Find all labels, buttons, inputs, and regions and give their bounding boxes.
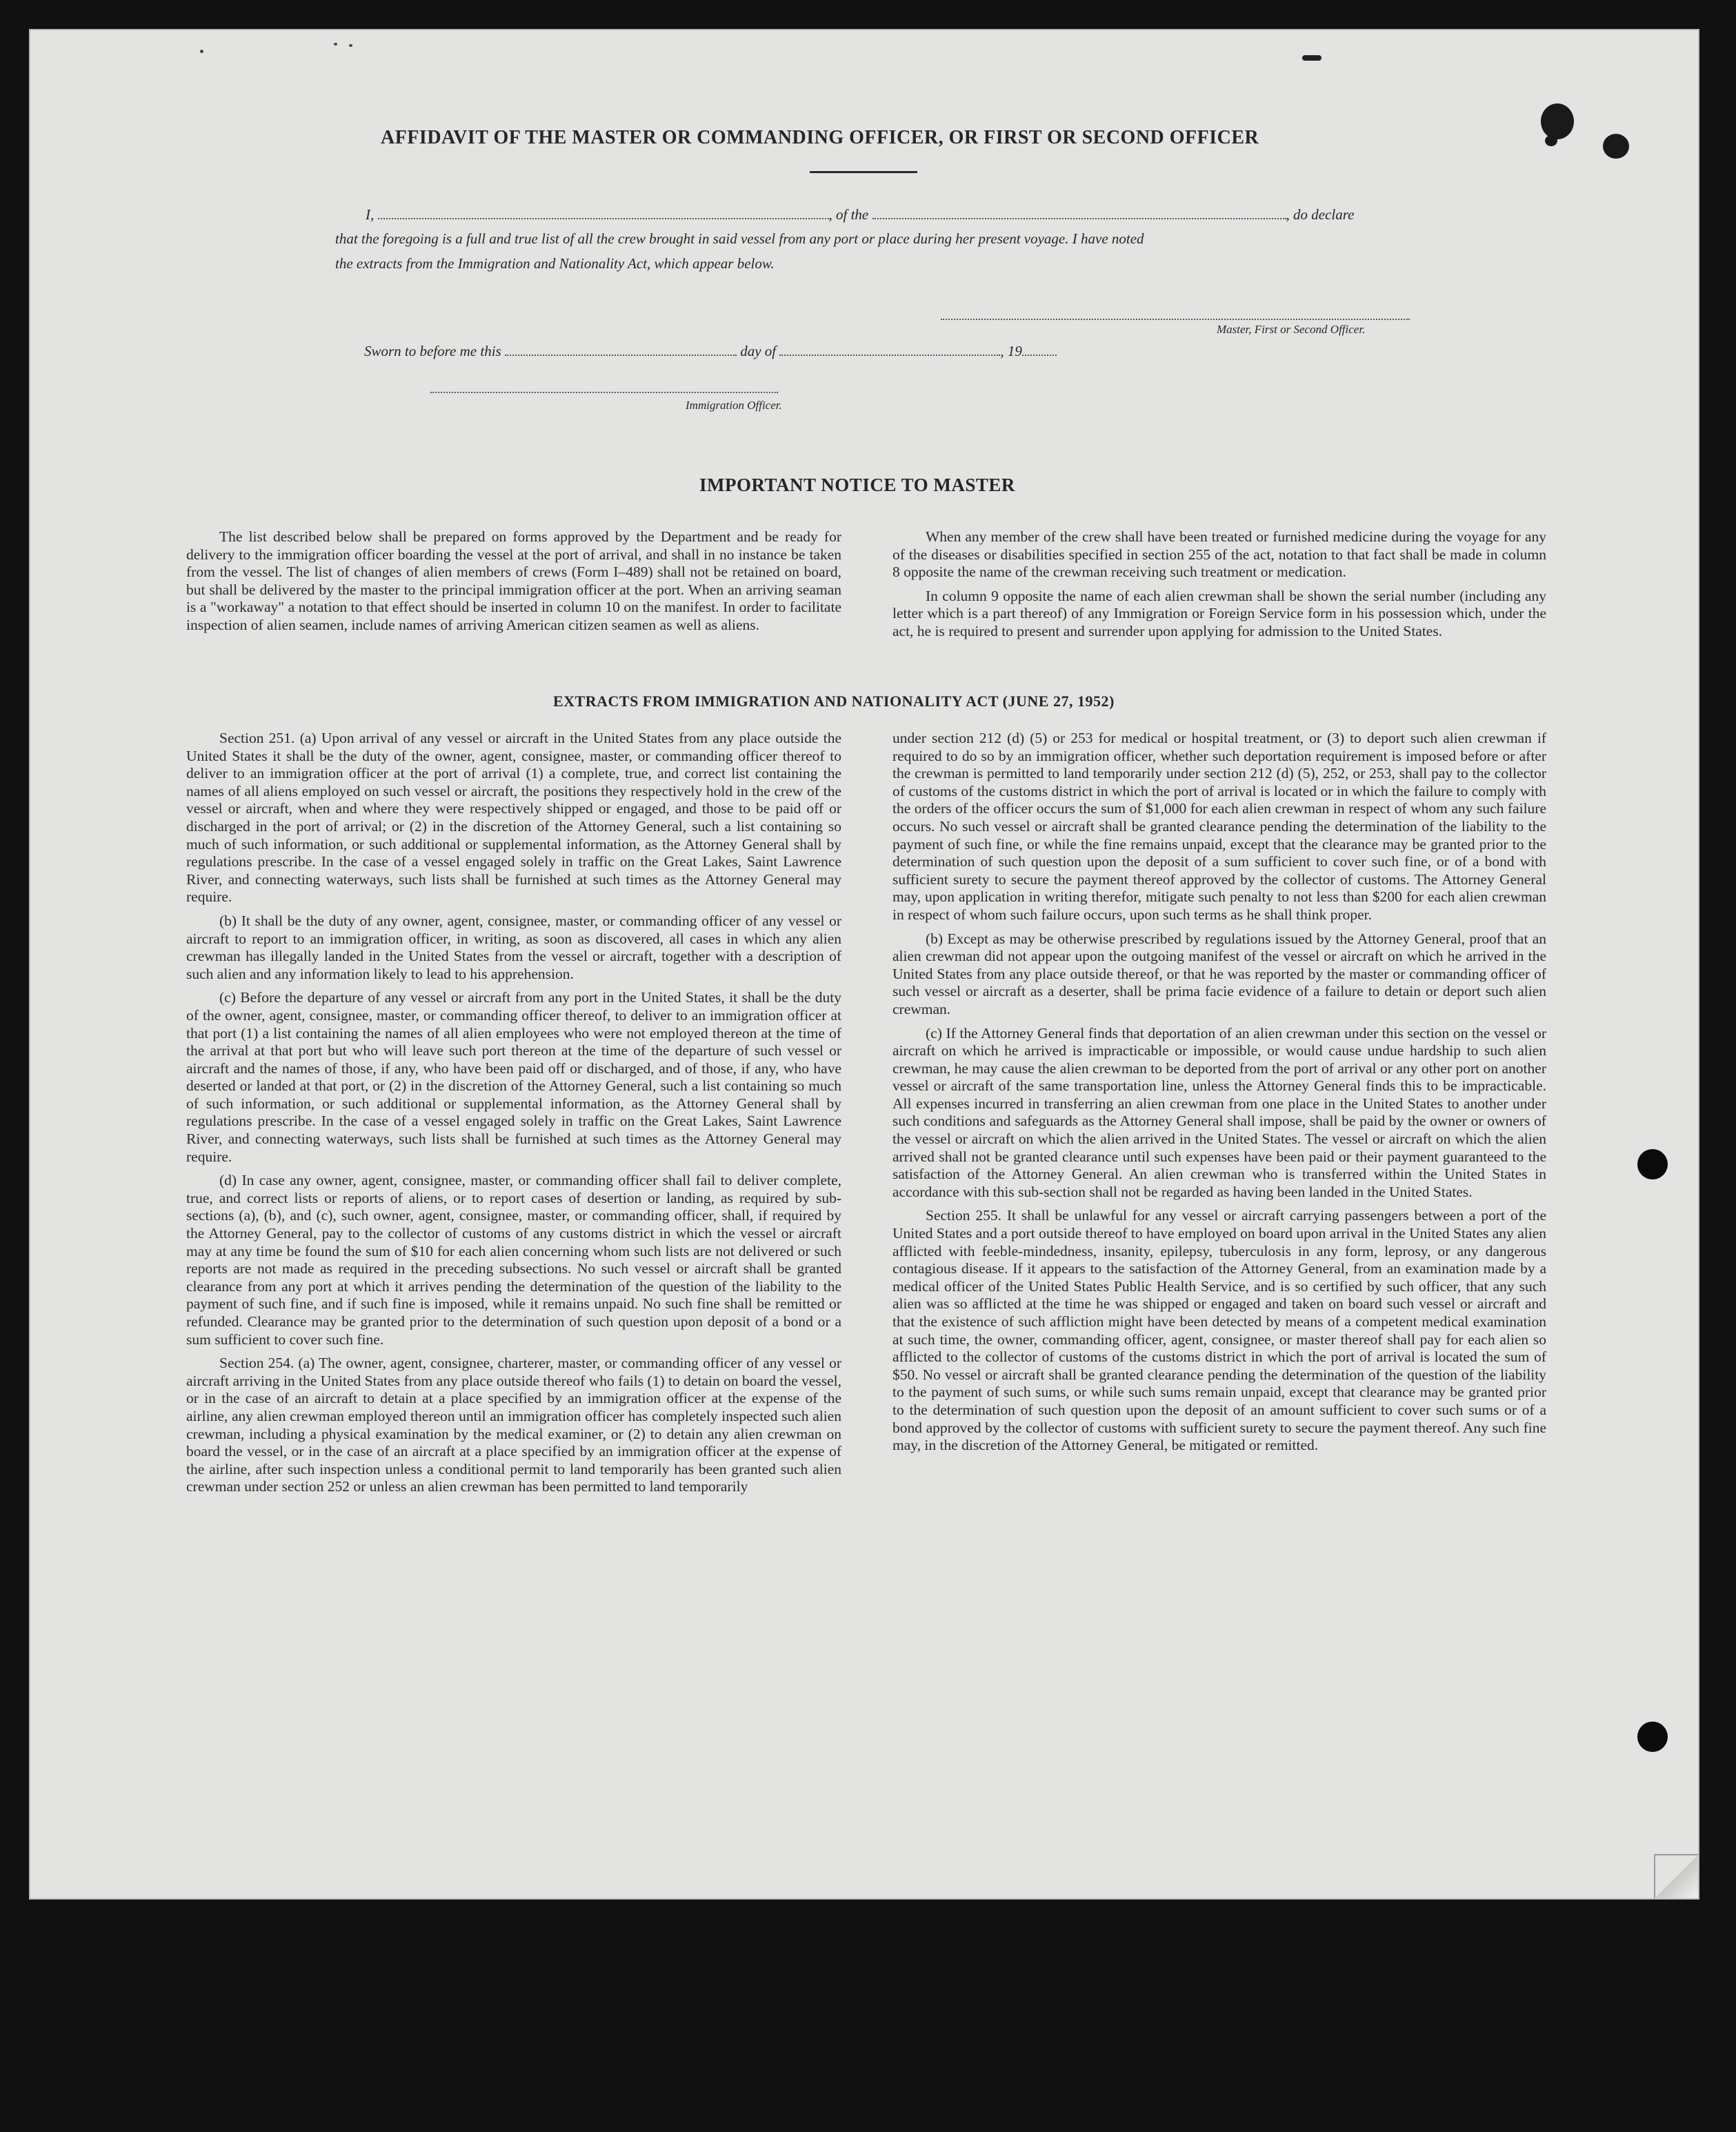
affidavit-of-the: , of the	[828, 206, 869, 223]
day-of-text: day of	[740, 343, 777, 359]
dust-speck	[1302, 55, 1321, 61]
notice-left-paragraph: The list described below shall be prepared on forms approved by the Department and be ready for delivery to the immigration officer boarding the vessel at the port of arrival, and shall in no instance be taken from the vessel. The list of changes of alien members of crews (Form I–489) shall not be retained on board, but shall be delivered by the master to the principal immigration officer at the port. When an arriving seaman is a "workaway" a notation to that effect should be inserted in column 10 on the manifest. In order to facilitate inspection of alien seamen, include names of arriving American citizen seamen as well as aliens.	[186, 528, 841, 633]
dust-speck	[334, 43, 337, 46]
affidavit-i: I,	[366, 206, 375, 223]
ink-blot	[1541, 103, 1574, 139]
extract-left-paragraph: (d) In case any owner, agent, consignee, master, or commanding officer shall fail to deliver complete, true, and correct lists or reports of aliens, or to report cases of desertion or landing, as required by sub-sections (a), (b), and (c), such owner, agent, consignee, master, or commanding officer, shall, if required by the Attorney General, pay to the collector of customs of any customs district in which the vessel or aircraft may at any time be found the sum of $10 for each alien concerning whom such lists are not delivered or such reports are not made as required in the preceding subsections. No such vessel or aircraft shall be granted clearance from any port at which it arrives pending the determination of the question of the liability to the payment of such fine, and if such fine is imposed, while it remains unpaid. No such fine shall be remitted or refunded. Clearance may be granted prior to the determination of such question upon deposit of a bond or a sum sufficient to cover such fine.	[186, 1172, 841, 1348]
dust-speck	[200, 50, 203, 53]
dust-speck	[349, 44, 352, 47]
extract-right-paragraph: Section 255. It shall be unlawful for any vessel or aircraft carrying passengers between a port of the United States and a port outside thereof to have employed on board upon arrival in the United States any alien afflicted with feeble-mindedness, insanity, epilepsy, tuberculosis in any form, leprosy, or any dangerous contagious disease. If it appears to the satisfaction of the Attorney General, from an examination made by a medical officer of the United States Public Health Service, and is so certified by such officer, that any such alien was so afflicted at the time he was shipped or engaged and taken on board such vessel or aircraft and that the existence of such affliction might have been detected by means of a competent medical examination at such time, the owner, commanding officer, agent, consignee, or master thereof shall pay for each alien so afflicted to the collector of customs of the customs district in which the port of arrival is located the sum of $50. No vessel or aircraft shall be granted clearance pending the determination of the question of the liability to the payment of such sums, or while such sums remain unpaid, except that clearance may be granted prior to the determination of such question upon the deposit of an amount sufficient to cover such sums or of a bond approved by the collector of customs with sufficient surety to secure the payment thereof. Any such fine may, in the discretion of the Attorney General, be mitigated or remitted.	[892, 1207, 1546, 1454]
extract-right-paragraph: under section 212 (d) (5) or 253 for medical or hospital treatment, or (3) to deport such alien crewman if required to do so by an immigration officer, whether such deportation requirement is imposed before or after the crewman is permitted to land temporarily under section 212 (d) (5), 252, or 253, shall pay to the collector of customs of the customs district in which the port of arrival is located or in which the failure to comply with the orders of the officer occurs the sum of $1,000 for each alien crewman in respect of whom any such failure occurs. No such vessel or aircraft shall be granted clearance pending the determination of the liability to the payment of such fine, or while the fine remains unpaid, except that the clearance may be granted prior to the determination of such question upon the deposit of a sum sufficient to cover such fine, or of a bond with sufficient surety to secure the payment thereof approved by the collector of customs. The Attorney General may, upon application in writing therefor, mitigate such penalty to not less than $200 for each alien crewman in respect of whom such failure occurs, upon such terms as he shall think proper.	[892, 730, 1546, 923]
master-signature-label: Master, First or Second Officer.	[1217, 323, 1366, 336]
extract-left-paragraph: Section 254. (a) The owner, agent, consignee, charterer, master, or commanding officer of any vessel or aircraft arriving in the United States from any place outside thereof who fails (1) to detain on board the vessel, or in the case of an aircraft to detain at a place specified by an immigration officer at the expense of the airline, any alien crewman employed thereon until an immigration officer has completely inspected such alien crewman, including a physical examination by the medical examiner, or (2) to detain any alien crewman on board the vessel, or in the case of an aircraft at a place specified by an immigration officer at the expense of the airline, after such inspection unless a conditional permit to land temporarily has been granted such alien crewman under section 252 or unless an alien crewman has been permitted to land temporarily	[186, 1355, 841, 1495]
master-signature-field[interactable]	[941, 313, 1410, 320]
extracts-right-column	[892, 730, 1546, 1461]
sworn-text: Sworn to before me this	[364, 343, 501, 359]
affidavit-line-3: the extracts from the Immigration and Nationality Act, which appear below.	[335, 255, 775, 272]
notice-right-paragraph-2: In column 9 opposite the name of each alien crewman shall be shown the serial number (including any letter which is a part thereof) of any Immigration or Foreign Service form in his possession which, under the act, he is required to present and surrender upon applying for admission to the United States.	[892, 587, 1546, 639]
extract-left-paragraph: (c) Before the departure of any vessel or aircraft from any port in the United States, it shall be the duty of the owner, agent, consignee, master, or commanding officer thereof, to deliver to an immigration officer at that port (1) a list containing the names of all alien employees who were not employed thereon at the time of the arrival at that port but who will leave such port thereon at the time of the departure of such vessel or aircraft and the names of those, if any, who have been paid off or discharged, and of those, if any, who have deserted or landed at that port, or (2) in the discretion of the Attorney General, such a list containing so much of such information, or such additional or supplemental information, as the Attorney General shall by regulations prescribe. In the case of a vessel engaged solely in traffic on the Great Lakes, Saint Lawrence River, and connecting waterways, such lists shall be furnished at such times as the Attorney General may require.	[186, 989, 841, 1165]
sworn-day-field[interactable]	[505, 342, 737, 356]
notice-right-column	[892, 528, 1546, 647]
officer-signature-label: Immigration Officer.	[686, 399, 782, 412]
extract-left-paragraph: Section 251. (a) Upon arrival of any vessel or aircraft in the United States from any place outside the United States it shall be the duty of the owner, agent, consignee, master, or commanding officer thereof to deliver to an immigration officer at the port of arrival (1) a complete, true, and correct list containing the names of all aliens employed on such vessel or aircraft, the positions they respectively hold in the crew of the vessel or aircraft, when and where they were respectively shipped or engaged, and those to be paid off or discharged in the port of arrival; or (2) in the discretion of the Attorney General, such a list containing so much of such information, or such additional or supplemental information, as the Attorney General shall by regulations prescribe. In the case of a vessel engaged solely in traffic on the Great Lakes, Saint Lawrence River, and connecting waterways, such lists shall be furnished at such times as the Attorney General may require.	[186, 730, 841, 906]
extracts-title: EXTRACTS FROM IMMIGRATION AND NATIONALITY ACT (JUNE 27, 1952)	[553, 693, 1115, 710]
affidavit-title: AFFIDAVIT OF THE MASTER OR COMMANDING OFFICER, OR FIRST OR SECOND OFFICER	[381, 127, 1259, 148]
name-field[interactable]	[378, 206, 829, 219]
punch-hole	[1637, 1722, 1668, 1752]
extracts-left-column	[186, 730, 841, 1502]
sworn-line	[364, 342, 1057, 360]
notice-right-paragraph-1: When any member of the crew shall have been treated or furnished medicine during the voyage for any of the diseases or disabilities specified in section 255 of the act, notation to that fact shall be made in column 8 opposite the name of the crewman receiving such treatment or medication.	[892, 528, 1546, 581]
page-corner-fold	[1654, 1854, 1698, 1898]
affidavit-line-1	[366, 206, 1354, 223]
ink-blot	[1545, 135, 1557, 146]
title-underline	[810, 171, 917, 173]
ink-blot	[1603, 134, 1629, 159]
year-prefix: , 19	[1000, 343, 1022, 359]
officer-signature-field[interactable]	[430, 386, 778, 393]
document-page	[29, 29, 1699, 1900]
affidavit-line-2: that the foregoing is a full and true list of all the crew brought in said vessel from any port or place during her present voyage. I have noted	[335, 230, 1144, 247]
extract-right-paragraph: (c) If the Attorney General finds that deportation of an alien crewman under this section on the vessel or aircraft on which he arrived is impracticable or impossible, or would cause undue hardship to such alien crewman, he may cause the alien crewman to be deported from the port of arrival or any other port on another vessel or aircraft of the same transportation line, unless the Attorney General finds this to be impracticable. All expenses incurred in transferring an alien crewman from one place in the United States to another under such conditions and safeguards as the Attorney General shall impose, shall be paid by the owner or owners of the vessel or aircraft on which the alien arrived in the United States. The vessel or aircraft on which the alien arrived shall not be granted clearance until such expenses have been paid or their payment guaranteed to the satisfaction of the Attorney General. An alien crewman who is transferred within the United States in accordance with this sub-section shall not be regarded as having been landed in the United States.	[892, 1024, 1546, 1200]
sworn-year-field[interactable]	[1022, 342, 1057, 356]
sworn-month-field[interactable]	[779, 342, 1000, 356]
punch-hole	[1637, 1149, 1668, 1179]
extract-right-paragraph: (b) Except as may be otherwise prescribed by regulations issued by the Attorney General, proof that an alien crewman did not appear upon the outgoing manifest of the vessel or aircraft on which he arrived in the United States from any place outside thereof, or that he was reported by the master or commanding officer of such vessel or aircraft as a deserter, shall be prima facie evidence of a failure to detain or deport such alien crewman.	[892, 930, 1546, 1017]
vessel-field[interactable]	[872, 206, 1286, 219]
affidavit-declare: , do declare	[1286, 206, 1355, 223]
notice-title: IMPORTANT NOTICE TO MASTER	[699, 475, 1015, 495]
notice-left-column	[186, 528, 841, 641]
extract-left-paragraph: (b) It shall be the duty of any owner, agent, consignee, master, or commanding officer of any vessel or aircraft to report to an immigration officer, in writing, as soon as discovered, all cases in which any alien crewman has illegally landed in the United States from the vessel or aircraft, together with a description of such alien and any information likely to lead to his apprehension.	[186, 912, 841, 982]
